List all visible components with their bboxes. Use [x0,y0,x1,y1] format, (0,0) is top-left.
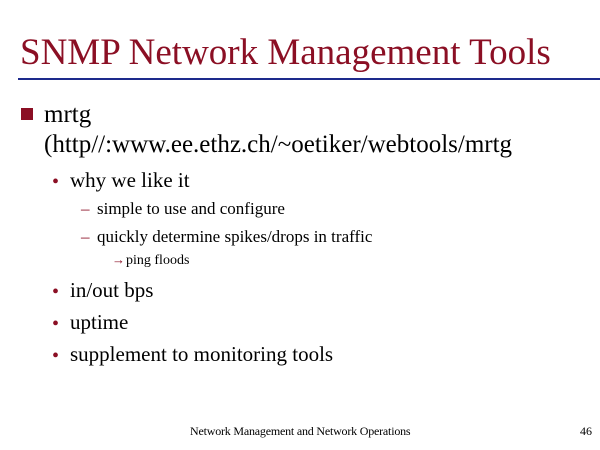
dot-bullet-icon: • [52,313,60,335]
main-bullet-url: (http//:www.ee.ethz.ch/~oetiker/webtools/mrtg [44,131,513,158]
sub-bullet-text: why we like it [70,168,190,192]
sub-bullet-text: in/out bps [70,278,154,302]
sub-bullet-text: uptime [70,310,129,334]
sub-detail-text: ping floods [126,253,190,268]
detail-bullet-text: quickly determine spikes/drops in traffic [97,227,373,246]
dash-bullet-icon: – [81,227,90,246]
page-number: 46 [580,424,592,438]
dash-bullet-icon: – [81,199,90,218]
slide-title: SNMP Network Management Tools [20,32,551,73]
main-bullet-text: mrtg [44,101,92,128]
dot-bullet-icon: • [52,171,60,193]
footer-text: Network Management and Network Operations [190,424,411,438]
sub-bullet-text: supplement to monitoring tools [70,342,334,366]
dot-bullet-icon: • [52,345,60,367]
dot-bullet-icon: • [52,281,60,303]
detail-bullet-text: simple to use and configure [97,199,285,218]
arrow-bullet-icon: → [112,252,125,267]
square-bullet-icon [21,108,33,120]
title-underline [18,78,600,80]
